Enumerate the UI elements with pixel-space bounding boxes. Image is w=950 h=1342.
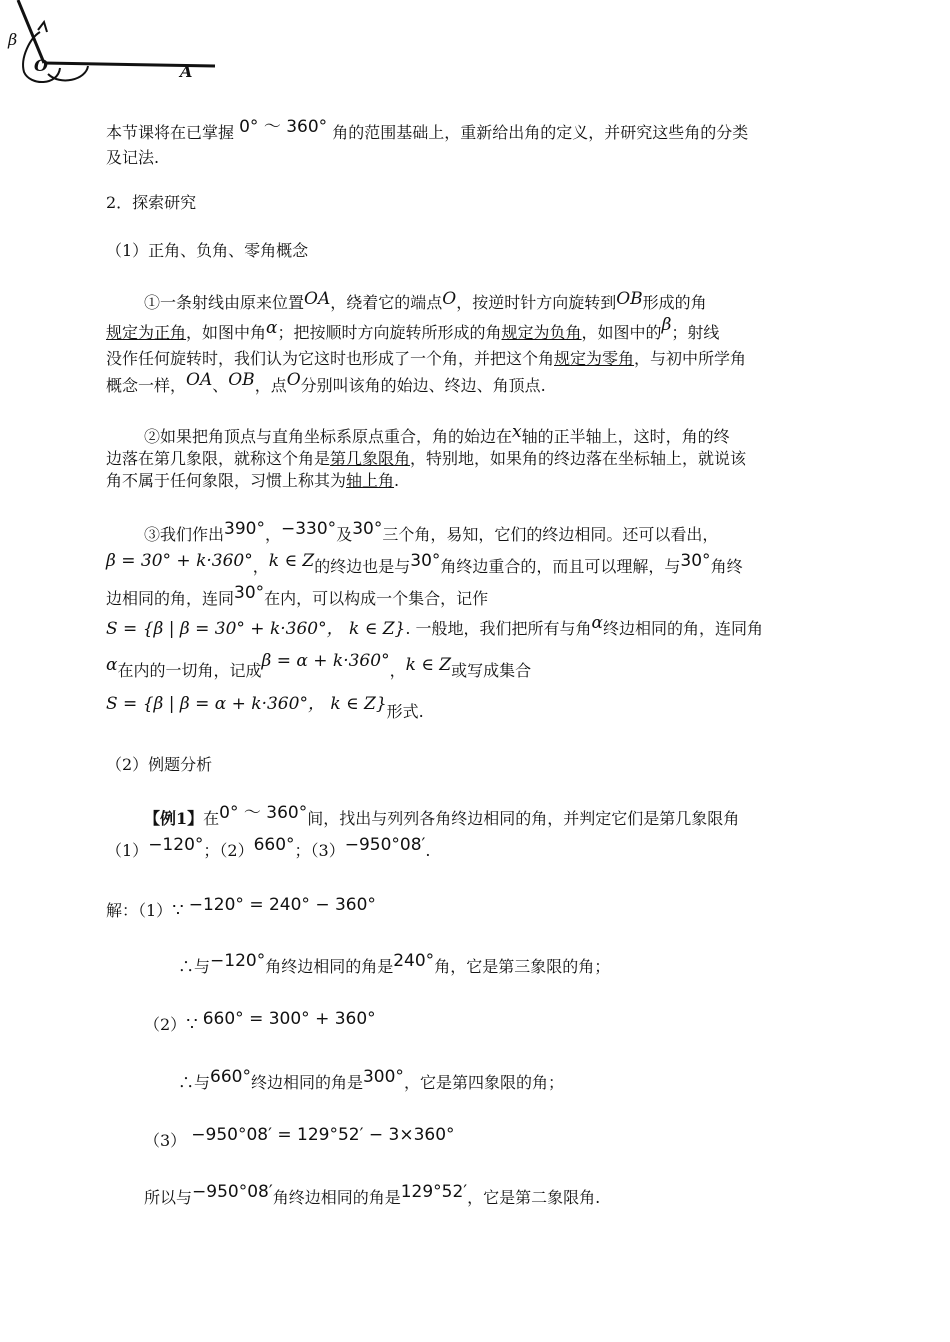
- set-notation-alpha: S = {β | β = α + k·360°， k ∈ Z}: [106, 694, 387, 714]
- set-notation-30: S = {β | β = 30° + k·360°， k ∈ Z}: [106, 619, 406, 639]
- p3-line2: β = 30° + k·360°，k ∈ Z的终边也是与30°角终边重合的，而且可以理解，与30°角终: [106, 551, 743, 576]
- solution-line1: 解：（1）∵ −120° = 240° − 360°: [106, 895, 376, 921]
- p1-line2: 规定为正角，如图中角α；把按顺时方向旋转所形成的角规定为负角，如图中的β；射线: [106, 315, 720, 342]
- p1-line4: 概念一样，OA、OB，点O分别叫该角的始边、终边、角顶点.: [106, 370, 546, 395]
- subsection-title-examples: （2）例题分析: [106, 755, 213, 774]
- intro-line1: 本节课将在已掌握 0° ～ 360° 角的范围基础上，重新给出角的定义，并研究这些角的分类: [106, 117, 749, 142]
- math-range: 0° ～ 360°: [239, 117, 328, 137]
- p1-line1: ①一条射线由原来位置OA，绕着它的端点O，按逆时针方向旋转到OB形成的角: [144, 289, 707, 312]
- section-title-explore: 2．探索研究: [106, 193, 197, 212]
- subsection-title-concepts: （1）正角、负角、零角概念: [106, 241, 309, 260]
- figure-label-o: O: [34, 56, 48, 75]
- example1-line2: （1）−120°；（2）660°；（3）−950°08′.: [106, 835, 431, 860]
- p2-line1: ②如果把角顶点与直角坐标系原点重合，角的始边在x轴的正半轴上，这时，角的终: [144, 422, 730, 446]
- p1-line3: 没作任何旋转时，我们认为它这时也形成了一个角，并把这个角规定为零角，与初中所学角: [106, 349, 747, 368]
- figure-label-a: A: [180, 62, 193, 81]
- solution-line5: （3） −950°08′ = 129°52′ − 3×360°: [144, 1125, 455, 1150]
- formula-beta-alpha: β = α + k·360°: [261, 651, 390, 671]
- intro-line2: 及记法.: [106, 148, 160, 167]
- solution-line2: ∴与−120°角终边相同的角是240°角，它是第三象限的角；: [178, 951, 611, 976]
- p3-line6: S = {β | β = α + k·360°， k ∈ Z}形式.: [106, 694, 424, 721]
- figure-label-beta: β: [8, 30, 18, 49]
- solution-line6: 所以与−950°08′角终边相同的角是129°52′，它是第二象限角.: [144, 1182, 601, 1207]
- p3-line1: ③我们作出390°，−330°及30°三个角，易知，它们的终边相同。还可以看出，: [144, 519, 719, 544]
- p2-line2: 边落在第几象限，就称这个角是第几象限角，特别地，如果角的终边落在坐标轴上，就说该: [106, 449, 747, 468]
- formula-beta-30: β = 30° + k·360°: [106, 551, 253, 571]
- solution-line3: （2）∵ 660° = 300° + 360°: [144, 1009, 376, 1035]
- solution-line4: ∴与660°终边相同的角是300°，它是第四象限的角；: [178, 1067, 564, 1092]
- p3-line3: 边相同的角，连同30°在内，可以构成一个集合，记作: [106, 583, 489, 608]
- p3-line5: α在内的一切角，记成β = α + k·360°，k ∈ Z或写成集合: [106, 651, 532, 680]
- p2-line3: 角不属于任何象限，习惯上称其为轴上角.: [106, 471, 400, 490]
- p3-line4: S = {β | β = 30° + k·360°， k ∈ Z}. 一般地，我们把所有与角α终边相同的角，连同角: [106, 613, 764, 639]
- example1-line1: 【例1】在0° ～ 360°间，找出与列列各角终边相同的角，并判定它们是第几象限角: [144, 803, 740, 828]
